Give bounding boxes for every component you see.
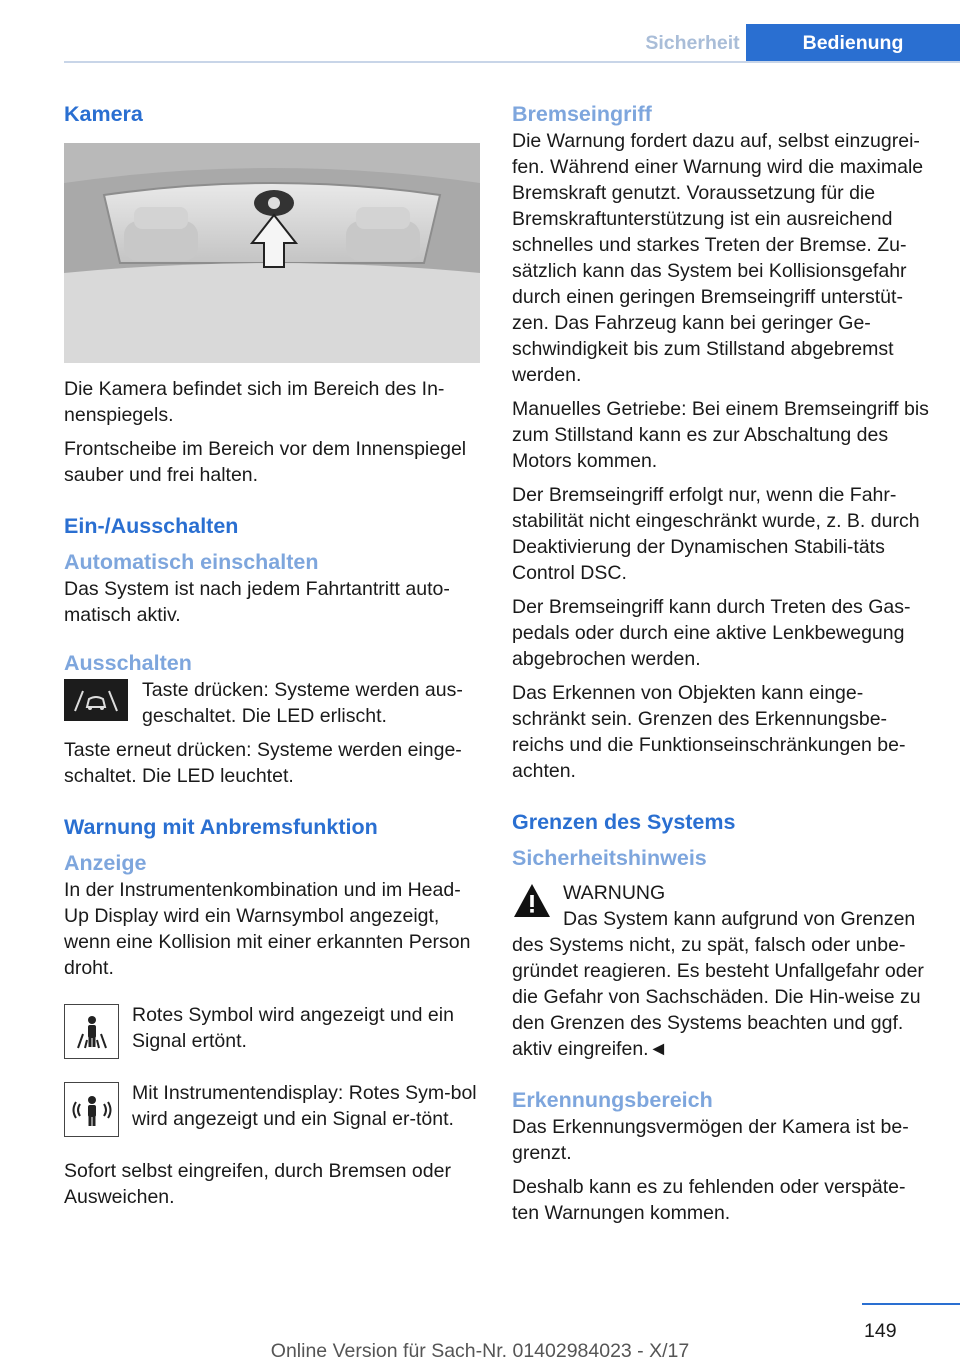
heading-automatisch-einschalten: Automatisch einschalten <box>64 550 319 574</box>
ausschalten-row <box>64 677 482 729</box>
pedestrian-warning-icon <box>64 1004 119 1059</box>
heading-bremseingriff: Bremseingriff <box>512 102 652 126</box>
symbol-row-2 <box>64 1080 482 1137</box>
bremseingriff-paragraph-2: Manuelles Getriebe: Bei einem Bremseingriff bis zum Stillstand kann es zur Abschaltung des Motors kommen. <box>512 398 929 472</box>
kamera-paragraph-1: Die Kamera befindet sich im Bereich des In-nenspiegels. <box>64 378 445 426</box>
footer-rule <box>862 1303 960 1305</box>
header-rule <box>64 61 960 63</box>
symbol-row-1 <box>64 1002 482 1059</box>
final-paragraph: Sofort selbst eingreifen, durch Bremsen oder Ausweichen. <box>64 1160 451 1208</box>
heading-sicherheitshinweis: Sicherheitshinweis <box>512 846 707 870</box>
heading-kamera: Kamera <box>64 102 143 126</box>
heading-grenzen-des-systems: Grenzen des Systems <box>512 810 736 834</box>
anzeige-paragraph: In der Instrumentenkombination und im Head-Up Display wird ein Warnsymbol angezeigt, wenn eine Kollision mit einer erkannten Person droht. <box>64 879 471 979</box>
tab-sicherheit[interactable]: Sicherheit <box>639 24 746 62</box>
symbol-2-text: Mit Instrumentendisplay: Rotes Sym-bol wird angezeigt und ein Signal er-tönt. <box>132 1082 477 1130</box>
ausschalten-paragraph: Taste erneut drücken: Systeme werden einge-schaltet. Die LED leuchtet. <box>64 739 462 787</box>
kamera-paragraph-2: Frontscheibe im Bereich vor dem Innenspiegel sauber und frei halten. <box>64 438 467 486</box>
bremseingriff-paragraph-3: Der Bremseingriff erfolgt nur, wenn die Fahr-stabilität nicht eingeschränkt wurde, z. B. durch Deaktivierung der Dynamischen Stabili-täts Control DSC. <box>512 484 920 584</box>
assist-button-icon <box>64 679 128 721</box>
ausschalten-icon-text: Taste drücken: Systeme werden aus-geschaltet. Die LED erlischt. <box>142 679 463 727</box>
camera-photo <box>64 143 480 363</box>
warning-header-text <box>563 880 932 932</box>
auto-paragraph: Das System ist nach jedem Fahrtantritt auto-matisch aktiv. <box>64 578 450 626</box>
warning-label: WARNUNG <box>563 882 666 904</box>
page-number: 149 <box>864 1320 897 1342</box>
tab-bedienung[interactable]: Bedienung <box>746 24 960 62</box>
heading-erkennungsbereich: Erkennungsbereich <box>512 1088 713 1112</box>
right-column <box>512 100 932 1226</box>
pedestrian-signal-icon <box>64 1082 119 1137</box>
heading-warnung-anbremsfunktion: Warnung mit Anbremsfunktion <box>64 815 378 839</box>
heading-ausschalten: Ausschalten <box>64 651 192 675</box>
heading-ein-ausschalten: Ein-/Ausschalten <box>64 514 239 538</box>
warning-row <box>512 880 932 932</box>
bremseingriff-paragraph-4: Der Bremseingriff kann durch Treten des Gas-pedals oder durch eine aktive Lenkbewegung abgebrochen werden. <box>512 596 911 670</box>
bremseingriff-paragraph-1: Die Warnung fordert dazu auf, selbst einzugrei-fen. Während einer Warnung wird die maximale Bremskraft genutzt. Voraussetzung für die Bremskraftunterstützung ist ein ausreichend schnelles und starkes Treten der Bremse. Zu-sätzlich kann das System bei Kollisionsgefahr durch einen geringen Bremseingriff unterstüt-zen. Das Fahrzeug kann bei geringer Ge-schwindigkeit bis zum Stillstand abgebremst werden. <box>512 130 924 386</box>
erkennung-paragraph-1: Das Erkennungsvermögen der Kamera ist be-grenzt. <box>512 1116 909 1164</box>
warning-first-line: Das System kann aufgrund von Grenzen <box>563 908 916 930</box>
symbol-1-text: Rotes Symbol wird angezeigt und ein Signal ertönt. <box>132 1004 454 1052</box>
warning-triangle-icon <box>512 882 552 920</box>
online-version-note: Online Version für Sach-Nr. 01402984023 - X/17 <box>270 1340 690 1362</box>
header-tabs <box>639 24 960 62</box>
bremseingriff-paragraph-5: Das Erkennen von Objekten kann einge-schränkt sein. Grenzen des Erkennungsbe-reichs und die Funktionseinschränkungen be-achten. <box>512 682 906 782</box>
heading-anzeige: Anzeige <box>64 851 147 875</box>
rear-window-camera-illustration <box>64 143 480 363</box>
left-column <box>64 100 482 1210</box>
warning-text: des Systems nicht, zu spät, falsch oder unbe-gründet reagieren. Es besteht Unfallgefahr oder die Gefahr von Sachschäden. Die Hin-weise zu den Grenzen des Systems beachten und ggf. aktiv eingreifen.◄ <box>512 934 924 1060</box>
erkennung-paragraph-2: Deshalb kann es zu fehlenden oder verspäte-ten Warnungen kommen. <box>512 1176 906 1224</box>
